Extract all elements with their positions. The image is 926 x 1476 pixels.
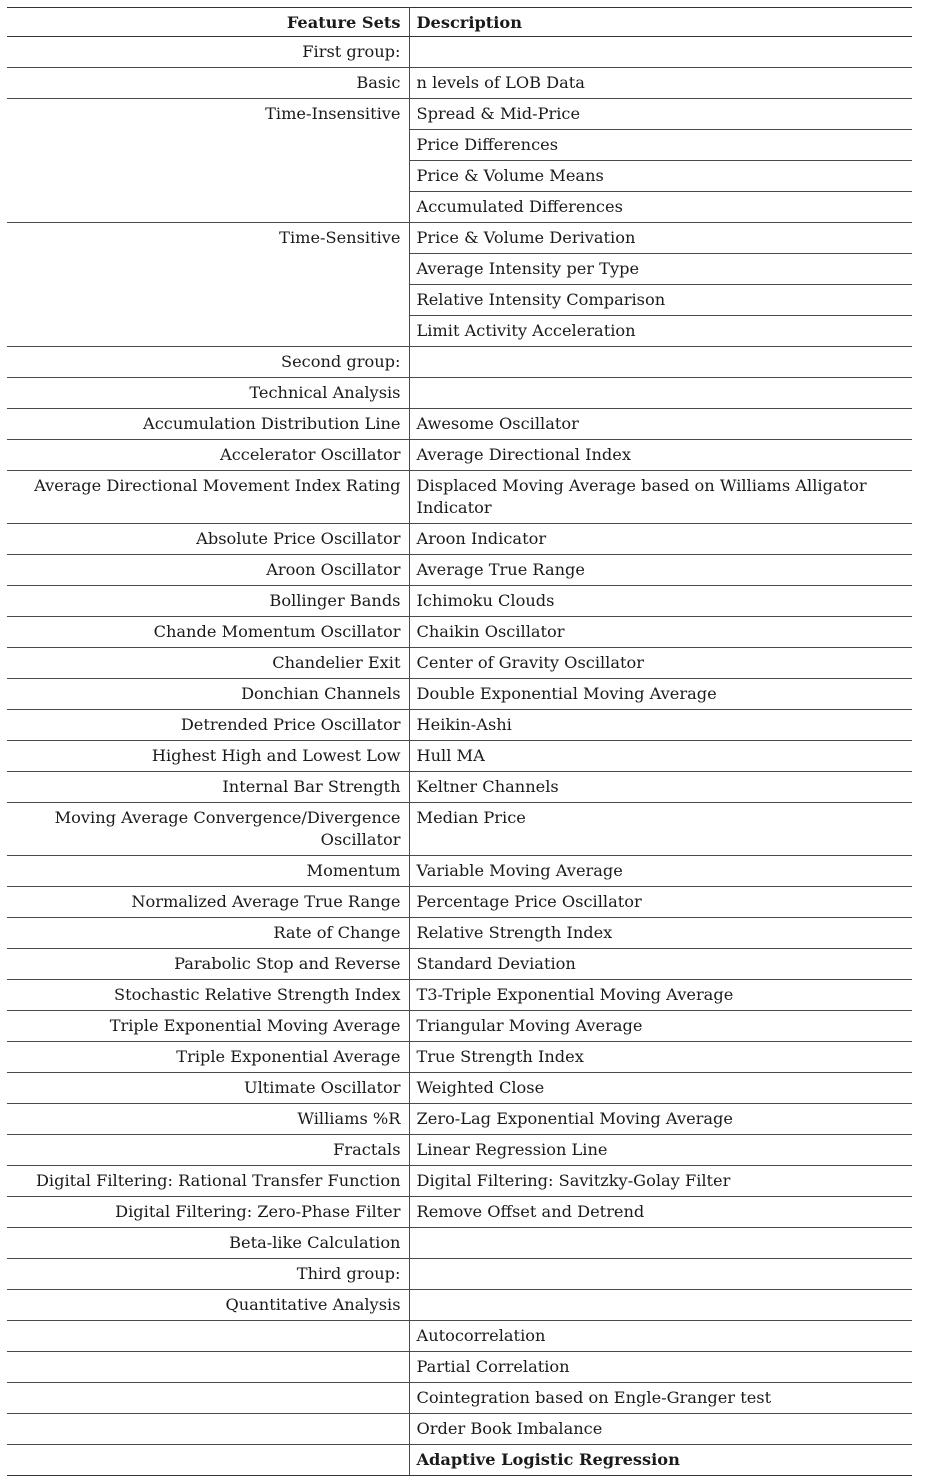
feature-set-cell: Chandelier Exit (7, 648, 409, 679)
table-row (7, 161, 912, 192)
feature-set-cell (7, 161, 409, 192)
description-cell: Heikin-Ashi (409, 710, 912, 741)
feature-set-cell (7, 192, 409, 223)
description-cell: Order Book Imbalance (409, 1414, 912, 1445)
table-row (7, 617, 912, 648)
feature-set-cell: Triple Exponential Moving Average (7, 1011, 409, 1042)
feature-set-cell: Donchian Channels (7, 679, 409, 710)
table-row (7, 555, 912, 586)
table-row (7, 1352, 912, 1383)
feature-set-cell: Aroon Oscillator (7, 555, 409, 586)
description-cell: Double Exponential Moving Average (409, 679, 912, 710)
table-row (7, 1414, 912, 1445)
description-cell (409, 1259, 912, 1290)
table-row (7, 1011, 912, 1042)
table-row (7, 710, 912, 741)
table-row (7, 1321, 912, 1352)
description-cell (409, 37, 912, 68)
table-row (7, 347, 912, 378)
table-row (7, 1290, 912, 1321)
description-cell: Remove Offset and Detrend (409, 1197, 912, 1228)
description-cell: Zero-Lag Exponential Moving Average (409, 1104, 912, 1135)
description-cell: Relative Intensity Comparison (409, 285, 912, 316)
feature-set-cell (7, 1352, 409, 1383)
feature-set-cell: Third group: (7, 1259, 409, 1290)
table-row (7, 918, 912, 949)
feature-set-cell (7, 254, 409, 285)
description-cell: T3-Triple Exponential Moving Average (409, 980, 912, 1011)
description-cell: Spread & Mid-Price (409, 99, 912, 130)
description-cell: Linear Regression Line (409, 1135, 912, 1166)
description-cell: Cointegration based on Engle-Granger test (409, 1383, 912, 1414)
feature-set-cell: Time-Insensitive (7, 99, 409, 130)
feature-set-cell (7, 1445, 409, 1476)
description-cell: Aroon Indicator (409, 524, 912, 555)
table-row (7, 223, 912, 254)
feature-set-cell: Parabolic Stop and Reverse (7, 949, 409, 980)
description-cell: Average True Range (409, 555, 912, 586)
table-row (7, 1042, 912, 1073)
table-row (7, 1197, 912, 1228)
header-description: Description (409, 8, 912, 37)
description-cell: Ichimoku Clouds (409, 586, 912, 617)
description-cell: Average Intensity per Type (409, 254, 912, 285)
table-row (7, 679, 912, 710)
description-cell: Standard Deviation (409, 949, 912, 980)
table-header-row (7, 8, 912, 37)
description-cell: n levels of LOB Data (409, 68, 912, 99)
feature-sets-table-container (7, 7, 912, 1476)
feature-set-cell: Accelerator Oscillator (7, 440, 409, 471)
table-row (7, 37, 912, 68)
table-row (7, 1445, 912, 1476)
feature-set-cell: Rate of Change (7, 918, 409, 949)
feature-set-cell (7, 1321, 409, 1352)
feature-set-cell: Highest High and Lowest Low (7, 741, 409, 772)
description-cell: Autocorrelation (409, 1321, 912, 1352)
description-cell (409, 1290, 912, 1321)
table-row (7, 130, 912, 161)
feature-set-cell: Technical Analysis (7, 378, 409, 409)
description-cell: Price & Volume Derivation (409, 223, 912, 254)
description-cell: Variable Moving Average (409, 856, 912, 887)
description-cell: Triangular Moving Average (409, 1011, 912, 1042)
feature-set-cell: Accumulation Distribution Line (7, 409, 409, 440)
description-cell: Digital Filtering: Savitzky-Golay Filter (409, 1166, 912, 1197)
table-row (7, 1166, 912, 1197)
description-cell (409, 378, 912, 409)
description-cell: Percentage Price Oscillator (409, 887, 912, 918)
table-row (7, 1228, 912, 1259)
feature-set-cell: Moving Average Convergence/Divergence Oscillator (7, 803, 409, 856)
feature-set-cell: Internal Bar Strength (7, 772, 409, 803)
feature-set-cell (7, 1414, 409, 1445)
table-row (7, 254, 912, 285)
table-row (7, 803, 912, 856)
feature-set-cell: Absolute Price Oscillator (7, 524, 409, 555)
description-cell: Displaced Moving Average based on Williams Alligator Indicator (409, 471, 912, 524)
description-cell: Adaptive Logistic Regression (409, 1445, 912, 1476)
feature-set-cell: Digital Filtering: Rational Transfer Function (7, 1166, 409, 1197)
description-cell: True Strength Index (409, 1042, 912, 1073)
table-row (7, 741, 912, 772)
table-row (7, 316, 912, 347)
description-cell: Relative Strength Index (409, 918, 912, 949)
table-row (7, 1259, 912, 1290)
feature-set-cell: Chande Momentum Oscillator (7, 617, 409, 648)
description-cell: Awesome Oscillator (409, 409, 912, 440)
feature-set-cell: First group: (7, 37, 409, 68)
feature-set-cell: Basic (7, 68, 409, 99)
table-row (7, 471, 912, 524)
description-cell: Average Directional Index (409, 440, 912, 471)
table-row (7, 378, 912, 409)
feature-set-cell: Stochastic Relative Strength Index (7, 980, 409, 1011)
description-cell: Center of Gravity Oscillator (409, 648, 912, 679)
table-row (7, 1383, 912, 1414)
table-row (7, 1104, 912, 1135)
feature-set-cell: Triple Exponential Average (7, 1042, 409, 1073)
table-row (7, 772, 912, 803)
feature-set-cell: Beta-like Calculation (7, 1228, 409, 1259)
table-row (7, 68, 912, 99)
description-cell: Chaikin Oscillator (409, 617, 912, 648)
description-cell (409, 1228, 912, 1259)
feature-set-cell (7, 285, 409, 316)
feature-set-cell: Time-Sensitive (7, 223, 409, 254)
description-cell (409, 347, 912, 378)
table-row (7, 1073, 912, 1104)
description-cell: Partial Correlation (409, 1352, 912, 1383)
feature-set-cell: Average Directional Movement Index Rating (7, 471, 409, 524)
feature-set-cell: Detrended Price Oscillator (7, 710, 409, 741)
table-body (7, 37, 912, 1476)
feature-set-cell (7, 316, 409, 347)
description-cell: Keltner Channels (409, 772, 912, 803)
description-cell: Hull MA (409, 741, 912, 772)
feature-set-cell (7, 130, 409, 161)
table-row (7, 192, 912, 223)
description-cell: Limit Activity Acceleration (409, 316, 912, 347)
feature-set-cell: Normalized Average True Range (7, 887, 409, 918)
header-feature-sets: Feature Sets (7, 8, 409, 37)
feature-set-cell: Williams %R (7, 1104, 409, 1135)
table-row (7, 99, 912, 130)
description-cell: Price & Volume Means (409, 161, 912, 192)
description-cell: Price Differences (409, 130, 912, 161)
description-cell: Weighted Close (409, 1073, 912, 1104)
table-row (7, 285, 912, 316)
table-row (7, 409, 912, 440)
description-cell: Median Price (409, 803, 912, 856)
table-row (7, 980, 912, 1011)
feature-set-cell: Digital Filtering: Zero-Phase Filter (7, 1197, 409, 1228)
table-row (7, 524, 912, 555)
table-row (7, 648, 912, 679)
feature-set-cell: Fractals (7, 1135, 409, 1166)
feature-set-cell: Quantitative Analysis (7, 1290, 409, 1321)
feature-set-cell: Ultimate Oscillator (7, 1073, 409, 1104)
table-row (7, 586, 912, 617)
feature-set-cell: Bollinger Bands (7, 586, 409, 617)
table-row (7, 856, 912, 887)
table-row (7, 1135, 912, 1166)
feature-set-cell: Momentum (7, 856, 409, 887)
table-row (7, 440, 912, 471)
feature-sets-table (7, 7, 912, 1476)
description-cell: Accumulated Differences (409, 192, 912, 223)
table-row (7, 887, 912, 918)
table-row (7, 949, 912, 980)
feature-set-cell: Second group: (7, 347, 409, 378)
feature-set-cell (7, 1383, 409, 1414)
